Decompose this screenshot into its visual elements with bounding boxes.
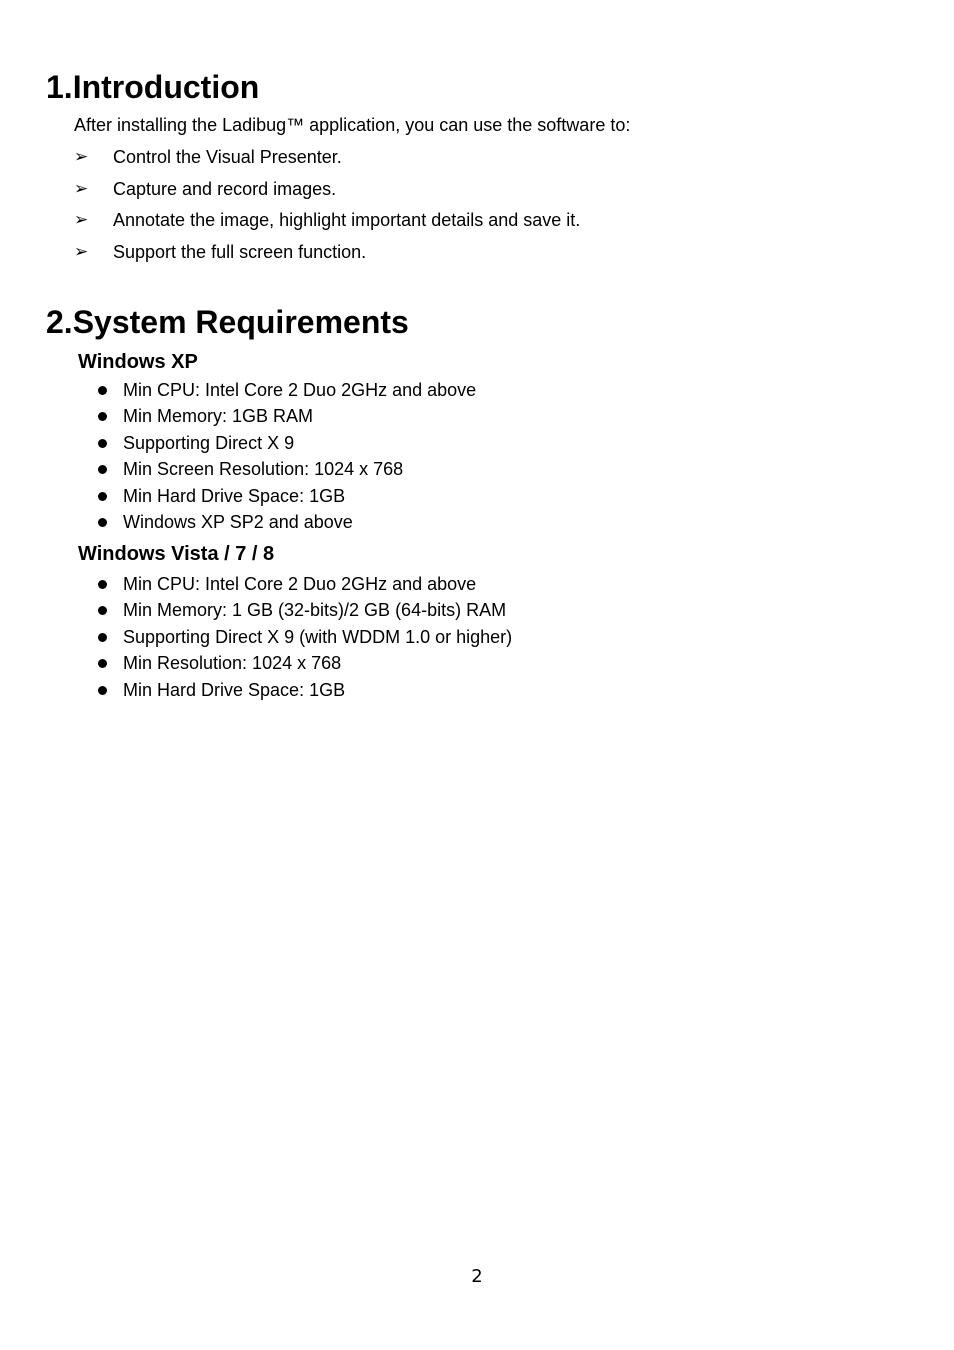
bullet-dot-icon — [98, 633, 107, 642]
list-item-text: Min Memory: 1 GB (32-bits)/2 GB (64-bits) RAM — [123, 600, 507, 621]
arrow-bullet-icon: ➢ — [74, 242, 89, 262]
list-item-text: Min Screen Resolution: 1024 x 768 — [123, 459, 404, 480]
section-title: System Requirements — [72, 304, 409, 340]
bullet-dot-icon — [98, 606, 107, 615]
section-number: 2. — [46, 304, 73, 340]
bullet-dot-icon — [98, 386, 107, 395]
bullet-dot-icon — [98, 465, 107, 474]
bullet-dot-icon — [98, 492, 107, 501]
arrow-bullet-icon: ➢ — [74, 147, 89, 166]
list-item-text: Min Resolution: 1024 x 768 — [123, 653, 342, 674]
bullet-dot-icon — [98, 518, 107, 527]
list-item-text: Supporting Direct X 9 — [123, 432, 295, 453]
list-item-text: Capture and record images. — [113, 178, 337, 199]
list-item-text: Annotate the image, highlight important details and save it. — [113, 210, 581, 231]
section-title: Introduction — [72, 69, 260, 105]
bullet-dot-icon — [98, 412, 107, 421]
bullet-dot-icon — [98, 580, 107, 589]
list-item-text: Min Memory: 1GB RAM — [123, 406, 314, 427]
introduction-lead-text: After installing the Ladibug™ application, you can use the software to: — [74, 115, 631, 135]
list-item-text: Min Hard Drive Space: 1GB — [123, 679, 346, 700]
bullet-dot-icon — [98, 686, 107, 695]
arrow-bullet-icon: ➢ — [74, 178, 89, 198]
arrow-bullet-icon: ➢ — [74, 210, 89, 230]
list-item-text: Windows XP SP2 and above — [123, 511, 353, 532]
subheading-windows-vista: Windows Vista / 7 / 8 — [78, 543, 275, 565]
list-item-text: Supporting Direct X 9 (with WDDM 1.0 or higher) — [123, 626, 513, 647]
list-item-text: Min Hard Drive Space: 1GB — [123, 485, 346, 506]
subheading-windows-xp: Windows XP — [78, 351, 198, 373]
list-item-text: Min CPU: Intel Core 2 Duo 2GHz and above — [123, 574, 477, 594]
page-number: 2 — [471, 1266, 483, 1287]
section-number: 1. — [46, 69, 73, 105]
section-heading-introduction — [46, 69, 259, 105]
list-item-text: Min CPU: Intel Core 2 Duo 2GHz and above — [123, 380, 477, 400]
section-heading-system-requirements — [46, 304, 409, 340]
list-item-text: Support the full screen function. — [113, 242, 367, 263]
bullet-dot-icon — [98, 659, 107, 668]
bullet-dot-icon — [98, 439, 107, 448]
list-item-text: Control the Visual Presenter. — [113, 147, 342, 167]
